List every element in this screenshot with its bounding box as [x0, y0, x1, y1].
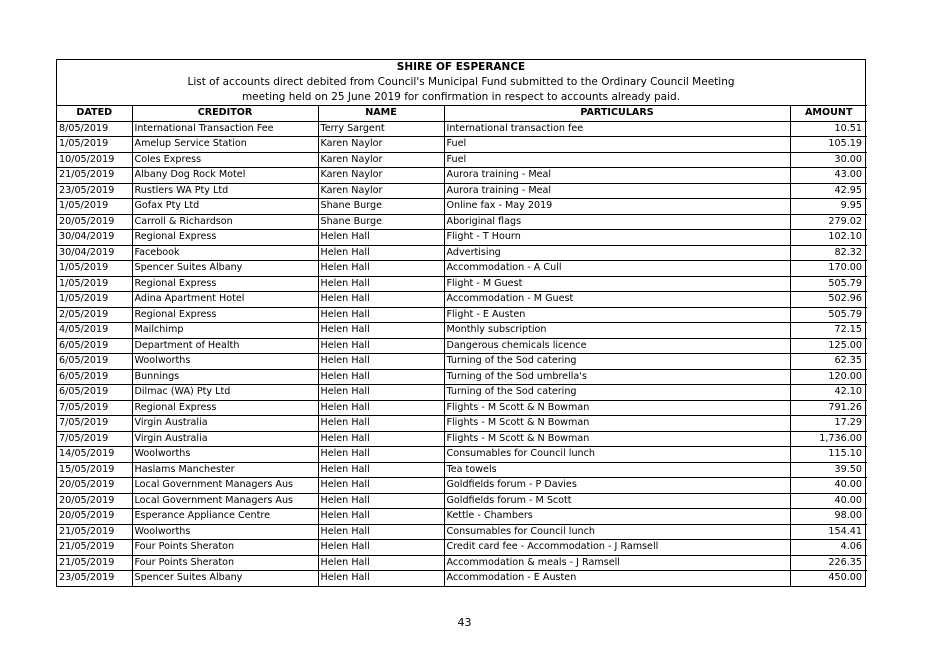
cell-amount: 42.10: [790, 385, 867, 401]
cell-creditor: Bunnings: [132, 369, 318, 385]
column-header-dated: DATED: [57, 106, 132, 122]
cell-name: Karen Naylor: [318, 168, 444, 184]
cell-amount: 125.00: [790, 338, 867, 354]
cell-particulars: Flights - M Scott & N Bowman: [444, 416, 790, 432]
cell-dated: 20/05/2019: [57, 478, 132, 494]
cell-creditor: Four Points Sheraton: [132, 555, 318, 571]
table-row: [57, 509, 867, 525]
table-row: [57, 338, 867, 354]
cell-creditor: Local Government Managers Aus: [132, 478, 318, 494]
cell-amount: 791.26: [790, 400, 867, 416]
cell-name: Helen Hall: [318, 276, 444, 292]
cell-particulars: Accommodation - E Austen: [444, 571, 790, 586]
accounts-sheet: [56, 59, 866, 587]
table-row: [57, 276, 867, 292]
page-number: 43: [457, 616, 472, 629]
cell-particulars: Flights - M Scott & N Bowman: [444, 400, 790, 416]
report-subtitle-line2: meeting held on 25 June 2019 for confirmation in respect to accounts already paid.: [241, 91, 681, 103]
cell-particulars: Accommodation - M Guest: [444, 292, 790, 308]
cell-name: Helen Hall: [318, 354, 444, 370]
table-row: [57, 400, 867, 416]
cell-creditor: Mailchimp: [132, 323, 318, 339]
column-header-amount: AMOUNT: [790, 106, 867, 122]
cell-dated: 21/05/2019: [57, 168, 132, 184]
cell-name: Karen Naylor: [318, 137, 444, 153]
cell-dated: 21/05/2019: [57, 540, 132, 556]
cell-particulars: Flight - E Austen: [444, 307, 790, 323]
table-row: [57, 245, 867, 261]
cell-dated: 23/05/2019: [57, 183, 132, 199]
cell-dated: 15/05/2019: [57, 462, 132, 478]
cell-creditor: International Transaction Fee: [132, 121, 318, 137]
cell-dated: 1/05/2019: [57, 199, 132, 215]
cell-dated: 4/05/2019: [57, 323, 132, 339]
cell-amount: 62.35: [790, 354, 867, 370]
cell-name: Helen Hall: [318, 338, 444, 354]
table-row: [57, 478, 867, 494]
cell-creditor: Regional Express: [132, 307, 318, 323]
cell-amount: 40.00: [790, 493, 867, 509]
cell-creditor: Carroll & Richardson: [132, 214, 318, 230]
cell-dated: 21/05/2019: [57, 555, 132, 571]
cell-amount: 154.41: [790, 524, 867, 540]
cell-creditor: Haslams Manchester: [132, 462, 318, 478]
cell-dated: 1/05/2019: [57, 276, 132, 292]
cell-name: Helen Hall: [318, 230, 444, 246]
cell-name: Terry Sargent: [318, 121, 444, 137]
table-row: [57, 462, 867, 478]
cell-particulars: Turning of the Sod catering: [444, 385, 790, 401]
accounts-table: [57, 105, 867, 586]
cell-creditor: Virgin Australia: [132, 431, 318, 447]
cell-particulars: Flight - T Hourn: [444, 230, 790, 246]
cell-amount: 450.00: [790, 571, 867, 586]
cell-amount: 98.00: [790, 509, 867, 525]
cell-name: Helen Hall: [318, 245, 444, 261]
cell-creditor: Facebook: [132, 245, 318, 261]
cell-amount: 82.32: [790, 245, 867, 261]
cell-name: Karen Naylor: [318, 183, 444, 199]
cell-particulars: Goldfields forum - P Davies: [444, 478, 790, 494]
cell-name: Helen Hall: [318, 369, 444, 385]
cell-particulars: Aurora training - Meal: [444, 168, 790, 184]
cell-amount: 115.10: [790, 447, 867, 463]
cell-creditor: Coles Express: [132, 152, 318, 168]
table-header-row: [57, 106, 867, 122]
table-row: [57, 137, 867, 153]
cell-creditor: Rustlers WA Pty Ltd: [132, 183, 318, 199]
cell-amount: 30.00: [790, 152, 867, 168]
cell-amount: 226.35: [790, 555, 867, 571]
cell-name: Shane Burge: [318, 214, 444, 230]
cell-creditor: Esperance Appliance Centre: [132, 509, 318, 525]
table-row: [57, 354, 867, 370]
column-header-particulars: PARTICULARS: [444, 106, 790, 122]
table-row: [57, 369, 867, 385]
table-row: [57, 416, 867, 432]
table-row: [57, 524, 867, 540]
cell-name: Helen Hall: [318, 323, 444, 339]
cell-creditor: Regional Express: [132, 400, 318, 416]
cell-amount: 9.95: [790, 199, 867, 215]
cell-amount: 279.02: [790, 214, 867, 230]
table-row: [57, 230, 867, 246]
cell-name: Helen Hall: [318, 307, 444, 323]
cell-creditor: Amelup Service Station: [132, 137, 318, 153]
cell-particulars: Flight - M Guest: [444, 276, 790, 292]
cell-dated: 20/05/2019: [57, 509, 132, 525]
cell-particulars: Monthly subscription: [444, 323, 790, 339]
cell-dated: 1/05/2019: [57, 292, 132, 308]
cell-amount: 120.00: [790, 369, 867, 385]
cell-particulars: Kettle - Chambers: [444, 509, 790, 525]
cell-particulars: Goldfields forum - M Scott: [444, 493, 790, 509]
table-row: [57, 571, 867, 586]
cell-particulars: Aboriginal flags: [444, 214, 790, 230]
cell-dated: 14/05/2019: [57, 447, 132, 463]
cell-particulars: Turning of the Sod umbrella's: [444, 369, 790, 385]
cell-particulars: Online fax - May 2019: [444, 199, 790, 215]
cell-amount: 505.79: [790, 276, 867, 292]
cell-name: Karen Naylor: [318, 152, 444, 168]
cell-particulars: Aurora training - Meal: [444, 183, 790, 199]
cell-name: Helen Hall: [318, 385, 444, 401]
table-row: [57, 447, 867, 463]
cell-creditor: Adina Apartment Hotel: [132, 292, 318, 308]
table-row: [57, 323, 867, 339]
cell-particulars: Dangerous chemicals licence: [444, 338, 790, 354]
table-row: [57, 183, 867, 199]
cell-creditor: Dilmac (WA) Pty Ltd: [132, 385, 318, 401]
cell-name: Helen Hall: [318, 431, 444, 447]
report-subtitle-line1: List of accounts direct debited from Council's Municipal Fund submitted to the Ordinary Council Meeting: [187, 76, 735, 88]
cell-creditor: Spencer Suites Albany: [132, 571, 318, 586]
cell-amount: 502.96: [790, 292, 867, 308]
cell-creditor: Virgin Australia: [132, 416, 318, 432]
cell-particulars: Turning of the Sod catering: [444, 354, 790, 370]
cell-creditor: Woolworths: [132, 447, 318, 463]
cell-dated: 1/05/2019: [57, 261, 132, 277]
cell-dated: 2/05/2019: [57, 307, 132, 323]
cell-name: Helen Hall: [318, 478, 444, 494]
cell-name: Helen Hall: [318, 292, 444, 308]
table-row: [57, 555, 867, 571]
cell-dated: 23/05/2019: [57, 571, 132, 586]
cell-amount: 4.06: [790, 540, 867, 556]
cell-creditor: Gofax Pty Ltd: [132, 199, 318, 215]
cell-amount: 102.10: [790, 230, 867, 246]
cell-creditor: Regional Express: [132, 230, 318, 246]
table-row: [57, 199, 867, 215]
cell-name: Helen Hall: [318, 540, 444, 556]
cell-name: Helen Hall: [318, 447, 444, 463]
cell-particulars: Consumables for Council lunch: [444, 447, 790, 463]
table-row: [57, 214, 867, 230]
cell-dated: 7/05/2019: [57, 400, 132, 416]
cell-name: Helen Hall: [318, 462, 444, 478]
table-row: [57, 431, 867, 447]
cell-dated: 8/05/2019: [57, 121, 132, 137]
cell-dated: 30/04/2019: [57, 245, 132, 261]
cell-creditor: Albany Dog Rock Motel: [132, 168, 318, 184]
cell-creditor: Woolworths: [132, 524, 318, 540]
report-title: SHIRE OF ESPERANCE: [396, 61, 526, 73]
table-row: [57, 168, 867, 184]
cell-dated: 1/05/2019: [57, 137, 132, 153]
cell-dated: 7/05/2019: [57, 431, 132, 447]
cell-particulars: Tea towels: [444, 462, 790, 478]
cell-creditor: Four Points Sheraton: [132, 540, 318, 556]
cell-amount: 10.51: [790, 121, 867, 137]
table-row: [57, 540, 867, 556]
cell-name: Shane Burge: [318, 199, 444, 215]
cell-dated: 21/05/2019: [57, 524, 132, 540]
column-header-name: NAME: [318, 106, 444, 122]
column-header-creditor: CREDITOR: [132, 106, 318, 122]
cell-name: Helen Hall: [318, 400, 444, 416]
cell-dated: 6/05/2019: [57, 369, 132, 385]
table-row: [57, 307, 867, 323]
cell-particulars: Fuel: [444, 137, 790, 153]
cell-particulars: Accommodation & meals - J Ramsell: [444, 555, 790, 571]
cell-creditor: Spencer Suites Albany: [132, 261, 318, 277]
cell-particulars: Consumables for Council lunch: [444, 524, 790, 540]
cell-amount: 43.00: [790, 168, 867, 184]
cell-creditor: Woolworths: [132, 354, 318, 370]
table-row: [57, 292, 867, 308]
cell-particulars: Advertising: [444, 245, 790, 261]
cell-dated: 20/05/2019: [57, 493, 132, 509]
cell-particulars: Accommodation - A Cull: [444, 261, 790, 277]
cell-name: Helen Hall: [318, 509, 444, 525]
cell-amount: 39.50: [790, 462, 867, 478]
cell-amount: 17.29: [790, 416, 867, 432]
cell-name: Helen Hall: [318, 416, 444, 432]
cell-name: Helen Hall: [318, 524, 444, 540]
cell-dated: 10/05/2019: [57, 152, 132, 168]
cell-dated: 6/05/2019: [57, 338, 132, 354]
cell-name: Helen Hall: [318, 555, 444, 571]
cell-amount: 105.19: [790, 137, 867, 153]
cell-dated: 6/05/2019: [57, 385, 132, 401]
cell-name: Helen Hall: [318, 571, 444, 586]
cell-amount: 42.95: [790, 183, 867, 199]
cell-particulars: Fuel: [444, 152, 790, 168]
cell-creditor: Department of Health: [132, 338, 318, 354]
cell-dated: 7/05/2019: [57, 416, 132, 432]
cell-dated: 30/04/2019: [57, 230, 132, 246]
table-row: [57, 385, 867, 401]
table-row: [57, 261, 867, 277]
table-row: [57, 152, 867, 168]
cell-name: Helen Hall: [318, 261, 444, 277]
cell-amount: 40.00: [790, 478, 867, 494]
cell-creditor: Regional Express: [132, 276, 318, 292]
cell-dated: 20/05/2019: [57, 214, 132, 230]
cell-particulars: Flights - M Scott & N Bowman: [444, 431, 790, 447]
cell-creditor: Local Government Managers Aus: [132, 493, 318, 509]
cell-name: Helen Hall: [318, 493, 444, 509]
table-row: [57, 121, 867, 137]
table-row: [57, 493, 867, 509]
cell-amount: 170.00: [790, 261, 867, 277]
cell-amount: 72.15: [790, 323, 867, 339]
cell-particulars: International transaction fee: [444, 121, 790, 137]
cell-amount: 1,736.00: [790, 431, 867, 447]
cell-amount: 505.79: [790, 307, 867, 323]
cell-dated: 6/05/2019: [57, 354, 132, 370]
cell-particulars: Credit card fee - Accommodation - J Ramsell: [444, 540, 790, 556]
